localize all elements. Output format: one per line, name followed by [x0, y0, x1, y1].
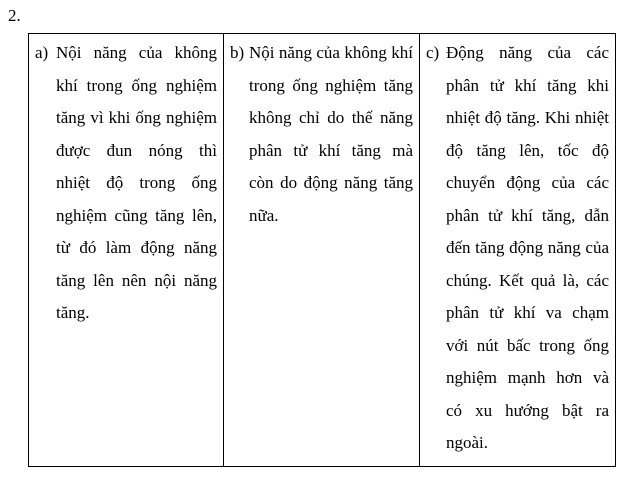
answer-marker-c: c): [426, 43, 440, 62]
answer-table: [28, 33, 616, 467]
answer-cell-c: [420, 34, 616, 467]
answer-row: [29, 34, 616, 467]
answer-text-c: Động năng của các phân tử khí tăng khi nhiệt độ tăng. Khi nhiệt độ tăng lên, tốc độ chuyển động của các phân tử khí tăng, dẫn đến tăng động năng của chúng. Kết quả là, các phân tử khí va chạm với nút bấc trong ống nghiệm mạnh hơn và có xu hướng bật ra ngoài.: [446, 43, 609, 452]
answer-text-a: Nội năng của không khí trong ống nghiệm tăng vì khi ống nghiệm được đun nóng thì nhiệt độ trong ống nghiệm cũng tăng lên, từ đó làm động năng tăng lên nên nội năng tăng.: [56, 43, 217, 322]
answer-text-b: Nội năng của không khí trong ống nghiệm tăng không chỉ do thế năng phân tử khí tăng mà còn do động năng tăng nữa.: [249, 43, 413, 225]
answer-marker-a: a): [35, 43, 49, 62]
answer-cell-a: [29, 34, 224, 467]
question-number: 2.: [8, 6, 21, 25]
answer-cell-b: [224, 34, 420, 467]
answer-marker-b: b): [230, 43, 245, 62]
